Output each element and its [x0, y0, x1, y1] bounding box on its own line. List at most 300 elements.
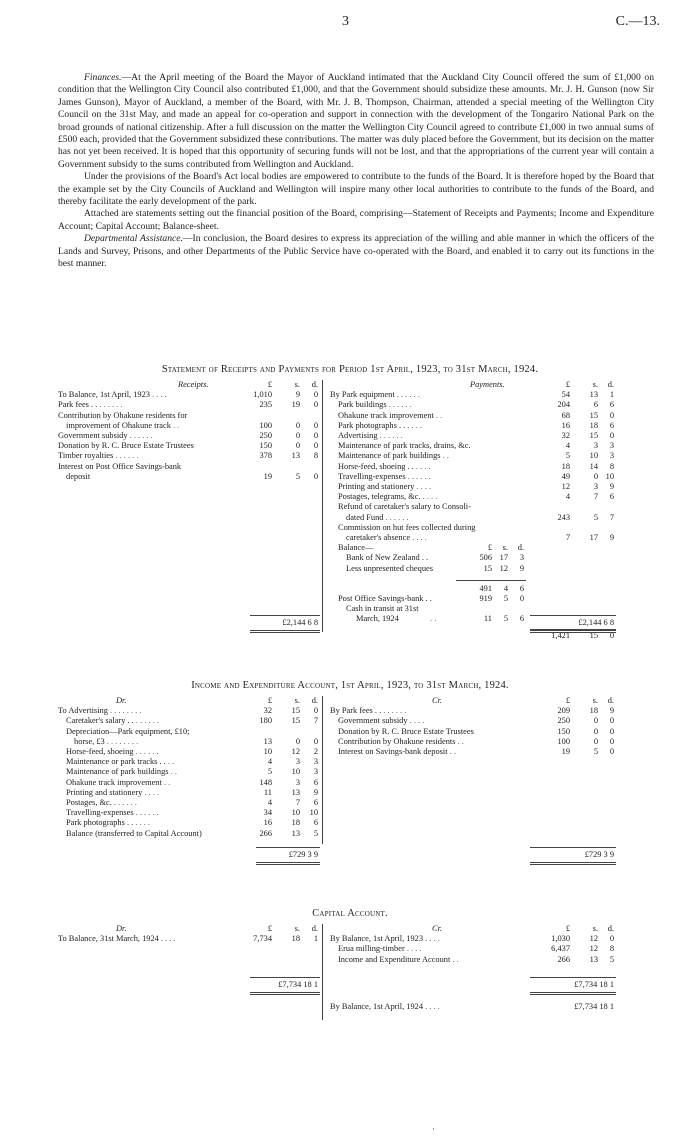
payment-row-pence: 7 — [609, 512, 614, 522]
ie-debit-row-label — [66, 778, 170, 788]
payment-row-shillings: 3 — [593, 482, 598, 491]
row-text: Maintenance or park tracks . . — [66, 757, 166, 767]
leader-dots: . . . . — [423, 1002, 440, 1011]
payment-row-pounds: 12 — [561, 482, 570, 491]
payment-row-shillings: 3 — [593, 441, 598, 451]
receipt-row-label — [58, 462, 181, 472]
row-text: Interest on Post Office Savings-bank — [58, 461, 182, 471]
payment-row-pounds: 18 — [561, 461, 570, 471]
payment-row-pence: 3 — [609, 451, 614, 461]
ie-debit-colhead-pounds: £ — [267, 696, 272, 705]
bnz-label: Bank of New Zealand . . — [346, 553, 429, 563]
ie-debit-row-pounds: 266 — [259, 828, 272, 838]
payment-row-label — [338, 400, 412, 410]
payment-row-pounds: 7 — [565, 533, 570, 542]
receipt-row-pence: 0 — [313, 390, 318, 400]
receipt-row-pounds: 100 — [259, 420, 272, 430]
receipt-row-label — [66, 472, 90, 482]
ca-credit-colhead-shillings: s. — [592, 924, 598, 933]
balance-subtotal-pounds: 491 — [479, 583, 492, 593]
row-text: horse, £3 — [74, 736, 105, 746]
balance-subtotal-shillings: 4 — [503, 583, 508, 593]
leader-dots: . . . . — [410, 533, 427, 542]
row-text: To Balance, 1st April, 1923 — [58, 390, 150, 400]
ca-debit-row-pounds: 7,734 — [253, 934, 272, 944]
receipt-row-shillings: 0 — [295, 431, 300, 440]
receipt-row-pounds: 1,010 — [253, 390, 272, 400]
payment-row-shillings: 6 — [593, 400, 598, 410]
row-text: Caretaker's salary . . — [66, 716, 134, 726]
receipts-total: £2,144 6 8 — [282, 618, 318, 627]
ca-debit-colhead-pence: d. — [311, 924, 318, 933]
receipt-row-pounds: 378 — [259, 451, 272, 461]
ie-debit-row-shillings: 3 — [295, 757, 300, 767]
payment-row-pounds: 4 — [565, 492, 570, 502]
payment-row-label — [338, 421, 422, 431]
ca-credit-heading: Cr. — [432, 924, 443, 933]
payment-row-shillings: 17 — [589, 533, 598, 542]
ca-debit-total-rule-b — [250, 994, 320, 995]
payment-row-pence: 6 — [609, 400, 614, 410]
ca-debit-heading: Dr. — [116, 924, 127, 933]
document-code: C.—13. — [615, 14, 660, 29]
ie-credit-row-pence: 9 — [609, 706, 614, 716]
leader-dots: . . . . . . — [394, 390, 420, 400]
ie-debit-row-pence: 10 — [309, 808, 318, 818]
receipts-total-rule-top — [250, 615, 320, 616]
payment-row-shillings: 15 — [589, 431, 598, 440]
leader-dots: . . . . . . — [133, 716, 159, 726]
payment-row-label — [338, 482, 431, 492]
ie-credit-colhead-shillings: s. — [592, 696, 598, 705]
payment-row-shillings: 14 — [589, 461, 598, 471]
leader-dots: . . — [170, 420, 180, 430]
ie-debit-row-pounds: 4 — [267, 757, 272, 767]
leader-dots: . . . . . . — [133, 747, 159, 756]
payments-heading: Payments. — [470, 380, 505, 389]
ca-debit-total-rule-a — [250, 992, 320, 993]
payment-row-pence: 8 — [609, 461, 614, 471]
ca-credit-colhead-pounds: £ — [565, 924, 570, 933]
leader-dots: . . . . . . — [111, 798, 137, 807]
cash-in-transit-shillings: 5 — [503, 614, 508, 624]
leader-dots: . . . . . . . . — [107, 706, 142, 716]
ie-credit-row-shillings: 18 — [589, 706, 598, 716]
payment-row-label — [338, 502, 471, 512]
payment-row-label — [338, 451, 449, 461]
leader-dots: . . — [161, 777, 171, 787]
ie-debit-row-pounds: 11 — [263, 787, 272, 797]
ie-credit-row-shillings: 0 — [593, 716, 598, 726]
payment-row-pence: 9 — [609, 482, 614, 491]
posb-label: Post Office Savings-bank . . — [338, 594, 432, 603]
payment-row-pounds: 49 — [561, 471, 570, 481]
row-text: deposit — [66, 471, 91, 481]
row-text: dated Fund — [346, 512, 384, 522]
row-text: Interest on Savings-bank deposit — [338, 747, 448, 756]
receipt-row-label — [58, 390, 167, 400]
ca-credit-row-shillings: 12 — [589, 934, 598, 944]
row-text: Balance (transferred to Capital Account) — [66, 828, 202, 838]
ca-credit-total-rule-b — [530, 994, 616, 995]
ie-debit-row-label — [66, 727, 190, 737]
row-text: By Balance, 1st April, 1924 — [330, 1002, 424, 1011]
payment-row-label — [338, 492, 437, 502]
row-text: Government subsidy — [338, 716, 408, 726]
ie-debit-row-pounds: 148 — [259, 777, 272, 787]
ie-credit-row-pounds: 19 — [561, 747, 570, 756]
row-text: Postages, telegrams, &c. — [338, 492, 421, 502]
ie-credit-row-pounds: 150 — [557, 726, 570, 736]
receipts-heading: Receipts. — [178, 380, 209, 389]
receipt-row-pounds: 250 — [259, 431, 272, 440]
receipt-row-label — [66, 421, 179, 431]
ie-debit-row-shillings: 3 — [295, 777, 300, 787]
ca-credit-row-shillings: 12 — [589, 944, 598, 954]
leader-dots: . . . . . . — [377, 431, 403, 440]
payment-row-label — [338, 523, 475, 533]
ca-debit-row-pence: 1 — [313, 934, 318, 944]
row-text: Commission on hut fees collected during — [338, 522, 476, 532]
ie-debit-row-label — [66, 798, 137, 808]
cash-label-2: March, 1924 — [356, 614, 399, 624]
payment-row-pounds: 16 — [561, 420, 570, 430]
leader-dots: . . . . — [407, 716, 425, 726]
receipts-total-rule-b — [250, 632, 320, 633]
ie-debit-colhead-pence: d. — [311, 696, 318, 705]
ie-credit-total: £729 3 9 — [584, 850, 614, 859]
receipt-row-label — [58, 400, 122, 410]
receipt-row-label — [58, 411, 187, 421]
ca-credit-total-rule-top — [530, 977, 616, 978]
ie-debit-row-pence: 6 — [313, 777, 318, 787]
ie-debit-row-pence: 0 — [313, 736, 318, 746]
ie-debit-row-label — [58, 706, 141, 716]
row-text: Ohakune track improvement — [66, 777, 162, 787]
paragraph-statements: Attached are statements setting out the financial position of the Board, comprising—Statement of Receipts and Payments; Income and Expenditure Account; Capital Account; Balance-sheet. — [58, 208, 654, 232]
ie-credit-row-shillings: 0 — [593, 736, 598, 746]
page-number: 3 — [342, 14, 349, 29]
payment-row-pounds: 68 — [561, 410, 570, 420]
leader-dots: . . . . — [413, 461, 431, 471]
ie-debit-row-pounds: 16 — [263, 818, 272, 828]
row-text: By Park equipment — [330, 390, 395, 400]
ie-credit-total-rule-top — [530, 847, 616, 848]
ie-credit-total-rule-a — [530, 862, 616, 863]
leader-dots: . . . . . . — [127, 431, 153, 440]
ie-debit-total: £729 3 9 — [288, 850, 318, 859]
credit-heading: Cr. — [432, 696, 443, 705]
leader-dots: . . . . — [414, 482, 432, 491]
leader-dots: . . . . . . . . — [104, 736, 139, 746]
ie-debit-row-label — [66, 747, 159, 757]
balance-total-pounds: 1,421 — [551, 630, 570, 640]
leader-dots: . . . . . . — [405, 471, 431, 481]
less-cheques-pounds: 15 — [483, 563, 492, 573]
leader-dots: . . — [450, 954, 459, 964]
ie-debit-row-pounds: 5 — [267, 767, 272, 777]
balance-colhead-shillings: s. — [502, 543, 508, 553]
ca-credit-row-pence: 0 — [609, 934, 614, 944]
leader-dots: . . — [168, 767, 177, 777]
row-text: Maintenance of park buildings — [66, 767, 169, 777]
receipts-colhead-pence: d. — [311, 380, 318, 389]
ie-debit-row-shillings: 13 — [291, 787, 300, 797]
balance-colhead-pence: d. — [517, 543, 524, 553]
payment-row-pence: 10 — [605, 471, 614, 481]
ie-debit-row-shillings: 15 — [291, 706, 300, 716]
receipt-row-pounds: 150 — [259, 441, 272, 451]
receipt-row-label — [58, 441, 194, 451]
leader-dots: . . . . . . — [386, 400, 412, 410]
ie-credit-row-shillings: 0 — [593, 726, 598, 736]
ie-debit-row-shillings: 10 — [291, 767, 300, 777]
leader-dots: . . . . . . — [113, 451, 139, 461]
row-text: Travelling-expenses — [338, 471, 406, 481]
payment-row-pence: 9 — [609, 533, 614, 542]
leader-dots: . . — [433, 410, 443, 420]
ca-carried-label — [330, 1002, 440, 1012]
row-text: Park photographs . . — [338, 420, 406, 430]
ca-debit-colhead-pounds: £ — [267, 924, 272, 933]
receipts-divider — [322, 380, 323, 632]
ie-debit-row-shillings: 12 — [291, 747, 300, 756]
ca-debit-colhead-shillings: s. — [294, 924, 300, 933]
body-text — [58, 72, 654, 271]
paragraph-departmental: Departmental Assistance.—In conclusion, the Board desires to express its appreciation of the willing and able manner in which the officers of the Lands and Survey, Prisons, and other Departments of the Public Service have co-operated with the Board, and enabled it to carry out its functions in the best manner. — [58, 233, 654, 270]
payment-row-label — [338, 441, 471, 451]
payment-row-pence: 1 — [609, 390, 614, 400]
receipt-row-label — [58, 431, 153, 441]
ca-credit-row-pounds: 6,437 — [551, 944, 570, 954]
ie-debit-total-rule-a — [256, 862, 320, 863]
ca-credit-row-pence: 5 — [609, 954, 614, 964]
ie-debit-row-label — [66, 757, 174, 767]
ie-debit-row-label — [66, 767, 177, 777]
leader-dots: . . . . . . — [381, 706, 407, 716]
receipt-row-pence: 8 — [313, 451, 318, 461]
balance-total-pence: 0 — [609, 630, 614, 640]
payment-row-pence: 0 — [609, 410, 614, 420]
ca-credit-total: £7,734 18 1 — [574, 980, 614, 989]
receipt-row-shillings: 13 — [291, 451, 300, 461]
payments-colhead-shillings: s. — [592, 380, 598, 389]
ca-credit-row-label — [338, 955, 459, 965]
bnz-pounds: 506 — [479, 553, 492, 563]
ca-debit-row-shillings: 18 — [291, 934, 300, 944]
less-cheques-pence: 9 — [519, 563, 524, 573]
cash-in-transit-pounds: 11 — [483, 614, 492, 624]
row-text: Erua milling-timber — [338, 944, 405, 954]
ie-debit-row-pounds: 4 — [267, 798, 272, 807]
ie-credit-row-label — [330, 706, 406, 716]
row-text: Maintenance of park tracks, drains, &c. — [338, 441, 471, 451]
balance-subtotal-rule — [456, 580, 526, 581]
bnz-shillings: 17 — [499, 553, 508, 563]
payment-row-shillings: 0 — [593, 471, 598, 481]
row-text: By Park fees . . — [330, 706, 382, 716]
receipt-row-shillings: 0 — [295, 420, 300, 430]
receipts-total-rule-a — [250, 630, 320, 631]
receipt-row-pence: 0 — [313, 420, 318, 430]
ie-debit-row-label — [66, 788, 159, 798]
ie-debit-row-pence: 3 — [313, 757, 318, 767]
ie-debit-row-shillings: 18 — [291, 818, 300, 828]
row-text: Horse-feed, shoeing — [66, 747, 134, 756]
receipt-row-pence: 0 — [313, 441, 318, 451]
ie-debit-row-label — [66, 829, 202, 839]
row-text: Travelling-expenses — [66, 808, 134, 818]
row-text: Horse-feed, shoeing . . — [338, 461, 414, 471]
row-text: Timber royalties — [58, 451, 114, 461]
receipt-row-shillings: 9 — [295, 390, 300, 400]
printer-mark: · — [432, 1124, 435, 1134]
row-text: Contribution by Ohakune residents for — [58, 410, 188, 420]
ie-debit-row-pence: 9 — [313, 787, 318, 797]
ie-debit-row-shillings: 0 — [295, 736, 300, 746]
payment-row-label — [338, 431, 403, 441]
less-cheques-shillings: 12 — [499, 563, 508, 573]
page-header — [0, 8, 700, 30]
ca-carried-value: £7,734 18 1 — [574, 1002, 614, 1011]
receipt-row-shillings: 5 — [295, 471, 300, 481]
payment-row-pounds: 54 — [561, 390, 570, 400]
ie-debit-total-rule-top — [256, 847, 320, 848]
row-text: Income and Expenditure Account — [338, 954, 451, 964]
ca-credit-row-pounds: 1,030 — [551, 934, 570, 944]
row-text: By Balance, 1st April, 1923 — [330, 934, 424, 944]
ie-credit-row-pence: 0 — [609, 716, 614, 726]
leader-dots: . . . . — [142, 787, 160, 797]
leader-dots: . . . . — [133, 818, 150, 828]
cash-in-transit-pence: 6 — [519, 614, 524, 624]
payment-row-pence: 0 — [609, 431, 614, 440]
ca-credit-total-rule-a — [530, 992, 616, 993]
leader-dots: . . . . . . — [97, 400, 123, 410]
income-account-title: Income and Expenditure Account, 1st April, 1923, to 31st March, 1924. — [191, 680, 509, 691]
ca-credit-row-pence: 8 — [609, 944, 614, 954]
row-text: Depreciation—Park equipment, £10; — [66, 726, 190, 736]
ca-debit-total-rule-top — [250, 977, 320, 978]
ie-debit-row-pounds: 13 — [263, 736, 272, 746]
leader-dots: . . . . . . — [383, 512, 409, 522]
payments-colhead-pence: d. — [607, 380, 614, 389]
payment-row-shillings: 7 — [593, 492, 598, 502]
payment-row-shillings: 10 — [589, 451, 598, 461]
payments-total: £2,144 6 8 — [578, 618, 614, 627]
leader-dots: . . . . — [420, 492, 438, 502]
ie-debit-row-pounds: 34 — [263, 808, 272, 818]
ie-debit-row-label — [74, 737, 138, 747]
payment-row-pounds: 32 — [561, 431, 570, 440]
ie-credit-total-rule-b — [530, 864, 616, 865]
capital-account-title: Capital Account. — [312, 908, 388, 919]
row-text: Park photographs . . — [66, 818, 134, 828]
ie-debit-row-pence: 6 — [313, 818, 318, 828]
receipts-statement-title: Statement of Receipts and Payments for Period 1st April, 1923, to 31st March, 1924. — [161, 364, 539, 375]
row-text: Refund of caretaker's salary to Consoli- — [338, 502, 471, 512]
row-text: Donation by R. C. Bruce Estate Trustees — [338, 726, 474, 736]
ca-credit-row-pounds: 266 — [557, 954, 570, 964]
ie-debit-colhead-shillings: s. — [294, 696, 300, 705]
receipt-row-shillings: 0 — [295, 441, 300, 451]
payment-row-shillings: 18 — [589, 420, 598, 430]
cash-label-1: Cash in transit at 31st — [346, 604, 419, 614]
ie-debit-row-pence: 5 — [313, 828, 318, 838]
balance-subtotal-pence: 6 — [519, 583, 524, 593]
receipts-colhead-pounds: £ — [267, 380, 272, 389]
ca-debit-total: £7,734 18 1 — [278, 980, 318, 989]
row-text: Park fees . . — [58, 400, 98, 410]
ie-debit-row-label — [66, 818, 150, 828]
ie-debit-row-shillings: 7 — [295, 798, 300, 807]
ie-credit-colhead-pounds: £ — [565, 696, 570, 705]
ca-credit-row-label — [338, 944, 422, 954]
ie-debit-row-pence: 0 — [313, 706, 318, 716]
paragraph-local-bodies: Under the provisions of the Board's Act local bodies are empowered to contribute to the funds of the Board. It is therefore hoped by the Board that the example set by the City Councils of Auckland and Wellington will inspire many other local authorities to contribute to the funds of the Board, and thereby facilitate the early development of the park. — [58, 171, 654, 208]
row-text: Contribution by Ohakune residents — [338, 736, 456, 746]
leader-dots: . . — [440, 451, 449, 461]
ca-credit-colhead-pence: d. — [607, 924, 614, 933]
balance-total-shillings: 15 — [589, 630, 598, 640]
ie-divider — [322, 696, 323, 844]
ie-credit-row-label — [338, 747, 456, 757]
ie-credit-row-pence: 0 — [609, 736, 614, 746]
row-text: To Balance, 31st March, 1924 — [58, 934, 159, 944]
leader-dots: . . . . — [405, 420, 422, 430]
ie-credit-row-label — [338, 727, 474, 737]
ie-debit-row-shillings: 10 — [291, 808, 300, 818]
row-text: Park buildings — [338, 400, 387, 410]
bnz-pence: 3 — [519, 553, 524, 563]
ie-debit-row-pounds: 180 — [259, 716, 272, 726]
row-text: Postages, &c. — [66, 798, 112, 807]
row-text: Advertising — [338, 431, 378, 440]
ie-credit-row-pounds: 100 — [557, 736, 570, 746]
posb-pounds: 919 — [479, 594, 492, 603]
payments-total-rule-b — [530, 632, 616, 633]
payments-colhead-pounds: £ — [565, 380, 570, 389]
payment-row-pence: 6 — [609, 492, 614, 502]
ca-divider — [322, 924, 323, 1020]
row-text: Printing and stationery — [338, 482, 415, 491]
cash-dots: . . — [430, 614, 437, 624]
receipts-colhead-shillings: s. — [294, 380, 300, 389]
leader-dots: . . . . — [150, 390, 167, 400]
ie-credit-row-shillings: 5 — [593, 747, 598, 756]
row-text: Donation by R. C. Bruce Estate Trustees — [58, 441, 194, 451]
payment-row-label — [330, 390, 420, 400]
payment-row-pounds: 204 — [557, 400, 570, 410]
ie-debit-row-pence: 3 — [313, 767, 318, 777]
payment-row-pounds: 4 — [565, 441, 570, 451]
less-label: Less unpresented cheques — [346, 563, 433, 573]
payment-row-pounds: 5 — [565, 451, 570, 461]
ie-debit-row-pence: 6 — [313, 798, 318, 807]
payment-row-label — [346, 533, 427, 543]
ie-credit-colhead-pence: d. — [607, 696, 614, 705]
leader-dots: . . . . — [423, 934, 440, 944]
payment-row-pence: 3 — [609, 441, 614, 451]
row-text: improvement of Ohakune track — [66, 420, 171, 430]
debit-heading: Dr. — [116, 696, 127, 705]
leader-dots: . . — [165, 757, 175, 767]
ie-credit-row-pounds: 209 — [557, 706, 570, 716]
ie-credit-row-pence: 0 — [609, 747, 614, 756]
receipt-row-pence: 0 — [313, 471, 318, 481]
payments-total-rule-top — [530, 615, 616, 616]
ie-debit-row-label — [66, 808, 159, 818]
